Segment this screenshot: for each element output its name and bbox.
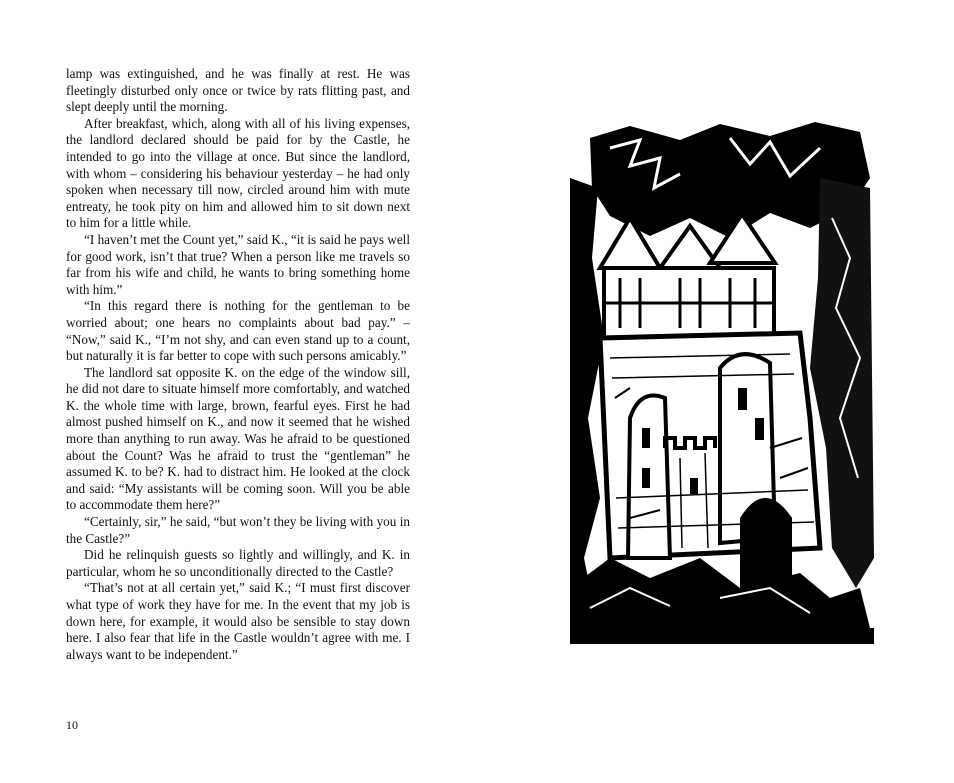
page-number: 10 [66,718,78,732]
paragraph: lamp was extinguished, and he was finally at rest. He was fleetingly disturbed only once or twice by rats flitting past, and slept deeply until the morning. [66,66,410,115]
castle-woodcut-illustration [570,118,874,644]
paragraph: “Certainly, sir,” he said, “but won’t they be living with you in the Castle?” [66,514,410,546]
paragraph: “I haven’t met the Count yet,” said K., “it is said he pays well for good work, isn’t that true? When a person like me travels so far from his wife and child, he wants to bring something home with him.” [66,231,410,297]
paragraph: After breakfast, which, along with all of his living expenses, the landlord declared should be paid for by the Castle, he intended to go into the village at once. But since the landlord, with whom – considering his behaviour yesterday – he had only spoken when necessary till now, circled around him with mute entreaty, he took pity on him and allowed him to sit down next to him for a little while. [66,115,410,231]
paragraph: “That’s not at all certain yet,” said K.; “I must first discover what type of work they have for me. In the event that my job is down here, for example, it would also be sensible to stay down here. I also fear that life in the Castle wouldn’t agree with me. I always want to be independent.” [66,580,410,662]
body-text [66,66,410,663]
paragraph: Did he relinquish guests so lightly and willingly, and K. in particular, whom he so unconditionally directed to the Castle? [66,547,410,579]
paragraph: “In this regard there is nothing for the gentleman to be worried about; one hears no complaints about bad pay.” – “Now,” said K., “I’m not shy, and can even stand up to a count, but naturally it is far better to cope with such persons amicably.” [66,298,410,364]
paragraph: The landlord sat opposite K. on the edge of the window sill, he did not dare to situate himself more comfortably, and watched K. the whole time with large, brown, fearful eyes. First he had almost pushed himself on K., and now it seemed that he wished more than anything to run away. Was he afraid to be questioned about the Count? Was he afraid to trust the “gentleman” he assumed K. to be? K. had to distract him. He looked at the clock and said: “My assistants will be coming soon. Will you be able to accommodate them here?” [66,364,410,513]
castle-woodcut-icon [570,118,874,644]
